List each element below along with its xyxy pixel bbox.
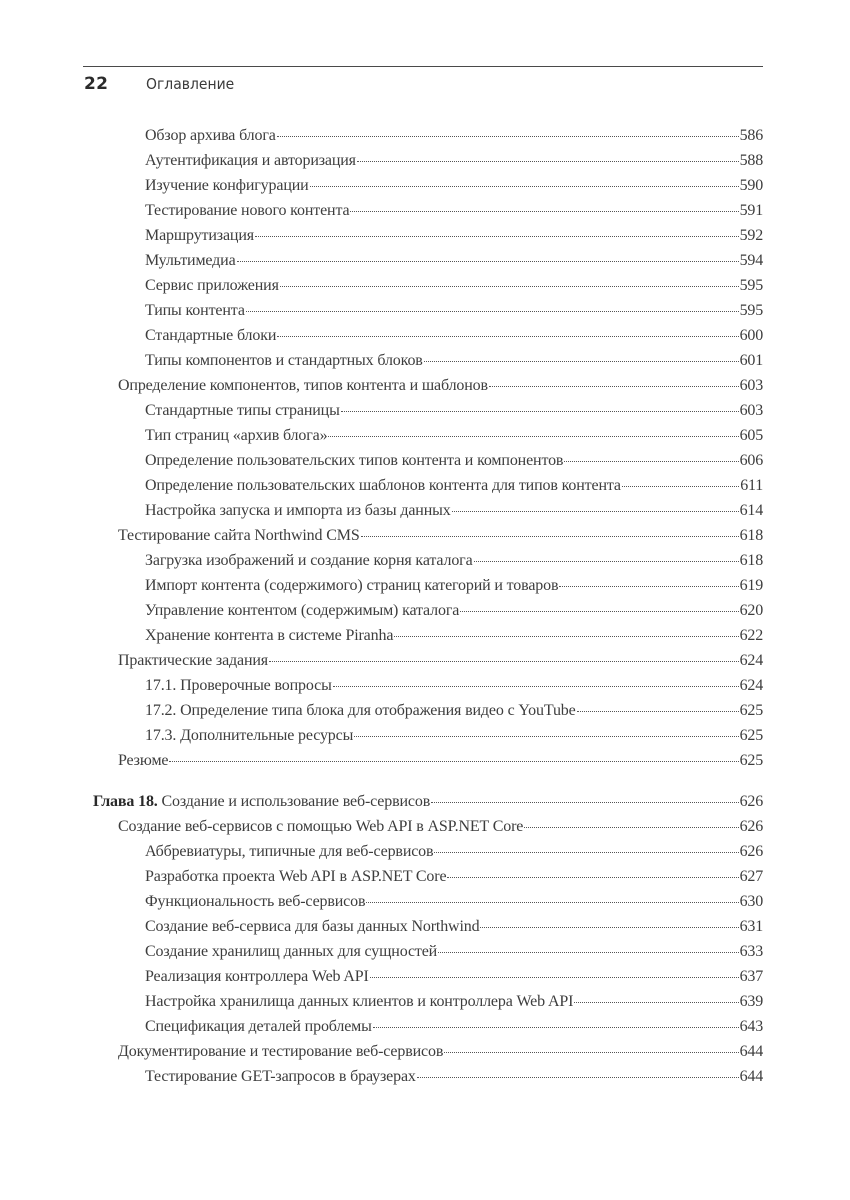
- toc-entry[interactable]: [118, 1040, 763, 1064]
- toc-entry-page: 592: [739, 227, 763, 244]
- toc-entry-page: 631: [739, 918, 763, 935]
- toc-entry-title: [145, 677, 332, 695]
- toc-entry-title: [145, 152, 356, 170]
- dot-leader: [169, 749, 738, 765]
- dot-leader: [574, 990, 738, 1006]
- toc-entry-title: [145, 918, 479, 936]
- toc-entry-text: Практические задания: [118, 652, 269, 669]
- toc-entry-title: [118, 527, 360, 545]
- toc-entry[interactable]: [145, 299, 763, 323]
- toc-entry[interactable]: [145, 940, 763, 964]
- toc-entry-text: Документирование и тестирование веб-сервисов: [118, 1043, 444, 1060]
- toc-entry-title: [145, 727, 353, 745]
- dot-leader: [328, 424, 738, 440]
- toc-entry-page: 595: [739, 302, 763, 319]
- toc-entry[interactable]: [118, 649, 763, 673]
- toc-entry-title: [145, 427, 327, 445]
- toc-entry-text: 17.3. Дополнительные ресурсы: [145, 727, 354, 744]
- toc-entry-page: 618: [739, 527, 763, 544]
- toc-entry-text: 17.2. Определение типа блока для отображения видео с YouTube: [145, 702, 576, 719]
- toc-entry-text: Тестирование нового контента: [145, 202, 350, 219]
- toc-entry-title: [145, 843, 433, 861]
- toc-entry[interactable]: [145, 890, 763, 914]
- toc-entry[interactable]: [145, 124, 763, 148]
- toc-entry-text: Аббревиатуры, типичные для веб-сервисов: [145, 843, 434, 860]
- toc-entry[interactable]: [145, 1015, 763, 1039]
- toc-entry-page: 625: [739, 727, 763, 744]
- toc-entry-text: Маршрутизация: [145, 227, 254, 244]
- toc-entry-page: 622: [739, 627, 763, 644]
- toc-entry-text: Создание веб-сервисов с помощью Web API в ASP.NET Core: [118, 818, 524, 835]
- toc-entry[interactable]: [145, 1065, 763, 1089]
- dot-leader: [354, 724, 738, 740]
- toc-entry-title: [118, 752, 168, 770]
- toc-entry-page: 625: [739, 752, 763, 769]
- toc-entry[interactable]: [145, 224, 763, 248]
- toc-entry-title: [145, 993, 573, 1011]
- toc-entry-title: [145, 577, 558, 595]
- toc-entry-text: Управление контентом (содержимым) каталога: [145, 602, 460, 619]
- toc-entry-page: 603: [739, 377, 763, 394]
- toc-entry-text: Определение компонентов, типов контента и шаблонов: [118, 377, 488, 394]
- toc-entry-text: Сервис приложения: [145, 277, 279, 294]
- toc-entry-page: 601: [739, 352, 763, 369]
- dot-leader: [246, 299, 739, 315]
- toc-entry-text: Определение пользовательских шаблонов контента для типов контента: [145, 477, 621, 494]
- dot-leader: [489, 374, 739, 390]
- toc-entry[interactable]: [145, 249, 763, 273]
- toc-entry-title: [145, 352, 423, 370]
- toc-entry-text: 17.1. Проверочные вопросы: [145, 677, 332, 694]
- toc-entry[interactable]: [145, 349, 763, 373]
- dot-leader: [424, 349, 739, 365]
- dot-leader: [417, 1065, 739, 1081]
- dot-leader: [350, 199, 738, 215]
- toc-entry-text: Реализация контроллера Web API: [145, 968, 369, 985]
- toc-entry-title: [145, 893, 365, 911]
- dot-leader: [434, 840, 738, 856]
- toc-entry-title: [145, 502, 451, 520]
- dot-leader: [447, 865, 738, 881]
- dot-leader: [280, 274, 739, 290]
- toc-entry-text: Настройка хранилища данных клиентов и контроллера Web API: [145, 993, 574, 1010]
- toc-entry[interactable]: [145, 324, 763, 348]
- toc-entry-page: 644: [739, 1043, 763, 1060]
- dot-leader: [277, 124, 739, 140]
- toc-entry-text: Определение пользовательских типов контента и компонентов: [145, 452, 564, 469]
- toc-entry-page: 637: [739, 968, 763, 985]
- toc-entry[interactable]: [145, 915, 763, 939]
- toc-entry[interactable]: [145, 149, 763, 173]
- toc-entry-text: Функциональность веб-сервисов: [145, 893, 366, 910]
- toc-entry-page: 594: [739, 252, 763, 269]
- toc-entry-title: [145, 127, 276, 145]
- toc-entry-title: [145, 1068, 416, 1086]
- toc-entry-text: Создание хранилищ данных для сущностей: [145, 943, 438, 960]
- toc-entry-page: 644: [739, 1068, 763, 1085]
- dot-leader: [277, 324, 738, 340]
- toc-entry-page: 624: [739, 652, 763, 669]
- toc-entry-title: [93, 793, 430, 811]
- dot-leader: [310, 174, 739, 190]
- toc-entry[interactable]: [145, 449, 763, 473]
- toc-entry-title: [145, 868, 446, 886]
- toc-entry-text: Тип страниц «архив блога»: [145, 427, 328, 444]
- dot-leader: [370, 965, 739, 981]
- toc-entry-title: [145, 327, 276, 345]
- toc-entry-title: [145, 1018, 372, 1036]
- dot-leader: [480, 915, 738, 931]
- toc-chapter-entry[interactable]: [93, 790, 763, 814]
- toc-entry-page: 630: [739, 893, 763, 910]
- toc-entry-title: [145, 202, 349, 220]
- toc-entry-title: [118, 1043, 443, 1061]
- toc-entry-text: Импорт контента (содержимого) страниц категорий и товаров: [145, 577, 559, 594]
- toc-entry-text: Хранение контента в системе Piranha: [145, 627, 394, 644]
- toc-entry[interactable]: [145, 990, 763, 1014]
- toc-entry-text: Разработка проекта Web API в ASP.NET Core: [145, 868, 447, 885]
- dot-leader: [444, 1040, 738, 1056]
- toc-entry[interactable]: [145, 199, 763, 223]
- toc-entry[interactable]: [145, 474, 763, 498]
- dot-leader: [474, 549, 739, 565]
- toc-entry-text: Спецификация деталей проблемы: [145, 1018, 372, 1035]
- toc-entry[interactable]: [118, 749, 763, 773]
- toc-entry-page: 626: [739, 818, 763, 835]
- toc-entry-page: 614: [739, 502, 763, 519]
- toc-entry-title: [118, 377, 488, 395]
- toc-entry-page: 611: [740, 477, 763, 494]
- toc-entry-title: [145, 602, 459, 620]
- toc-entry-page: 624: [739, 677, 763, 694]
- toc-entry-page: 590: [739, 177, 763, 194]
- dot-leader: [357, 149, 739, 165]
- toc-entry[interactable]: [145, 699, 763, 723]
- toc-entry-page: 643: [739, 1018, 763, 1035]
- dot-leader: [564, 449, 738, 465]
- toc-entry-text: Стандартные типы страницы: [145, 402, 340, 419]
- dot-leader: [373, 1015, 739, 1031]
- toc-entry-text: Типы компонентов и стандартных блоков: [145, 352, 423, 369]
- chapter-label: Глава 18.: [93, 793, 158, 810]
- running-header: [84, 72, 244, 96]
- toc-entry[interactable]: [118, 374, 763, 398]
- toc-entry[interactable]: [145, 840, 763, 864]
- toc-entry-text: Тестирование сайта Northwind CMS: [118, 527, 360, 544]
- toc-entry-title: [145, 302, 245, 320]
- toc-entry-text: Резюме: [118, 752, 169, 769]
- toc-entry[interactable]: [145, 274, 763, 298]
- toc-entry-title: [145, 252, 236, 270]
- toc-entry[interactable]: [145, 174, 763, 198]
- toc-entry[interactable]: [118, 815, 763, 839]
- toc-entry-page: 605: [739, 427, 763, 444]
- toc-entry-title: [145, 702, 576, 720]
- dot-leader: [333, 674, 739, 690]
- toc-entry-text: Мультимедиа: [145, 252, 236, 269]
- toc-entry-page: 633: [739, 943, 763, 960]
- toc-entry-text: Изучение конфигурации: [145, 177, 309, 194]
- header-rule: [83, 66, 763, 67]
- toc-entry-text: Аутентификация и авторизация: [145, 152, 356, 169]
- dot-leader: [366, 890, 738, 906]
- toc-entry-page: 588: [739, 152, 763, 169]
- dot-leader: [341, 399, 739, 415]
- toc-entry-text: Создание и использование веб-сервисов: [161, 793, 431, 810]
- toc-entry[interactable]: [145, 549, 763, 573]
- dot-leader: [431, 790, 738, 806]
- toc-entry[interactable]: [145, 724, 763, 748]
- toc-entry-page: 625: [739, 702, 763, 719]
- toc-entry-page: 627: [739, 868, 763, 885]
- toc-entry-title: [145, 627, 393, 645]
- toc-entry-page: 606: [739, 452, 763, 469]
- toc-entry[interactable]: [145, 499, 763, 523]
- dot-leader: [524, 815, 738, 831]
- toc-entry[interactable]: [145, 674, 763, 698]
- dot-leader: [577, 699, 739, 715]
- toc-entry-title: [118, 652, 268, 670]
- dot-leader: [622, 474, 739, 490]
- toc-entry-text: Типы контента: [145, 302, 245, 319]
- toc-entry-title: [145, 968, 369, 986]
- toc-entry[interactable]: [145, 624, 763, 648]
- toc-entry-page: 600: [739, 327, 763, 344]
- toc-entry[interactable]: [145, 424, 763, 448]
- toc-entry[interactable]: [145, 865, 763, 889]
- toc-entry-title: [145, 452, 563, 470]
- toc-entry-text: Обзор архива блога: [145, 127, 276, 144]
- dot-leader: [460, 599, 738, 615]
- toc-entry-text: Загрузка изображений и создание корня каталога: [145, 552, 473, 569]
- toc-entry-page: 626: [739, 843, 763, 860]
- toc-entry[interactable]: [145, 965, 763, 989]
- dot-leader: [452, 499, 739, 515]
- toc-entry-page: 639: [739, 993, 763, 1010]
- toc-entry[interactable]: [145, 574, 763, 598]
- toc-entry-page: 603: [739, 402, 763, 419]
- toc-entry[interactable]: [145, 399, 763, 423]
- toc-entry-title: [145, 277, 279, 295]
- dot-leader: [559, 574, 738, 590]
- toc-entry-page: 586: [739, 127, 763, 144]
- toc-entry-title: [118, 818, 523, 836]
- toc-entry-text: Настройка запуска и импорта из базы данных: [145, 502, 451, 519]
- toc-entry-text: Тестирование GET-запросов в браузерах: [145, 1068, 416, 1085]
- toc-entry-page: 620: [739, 602, 763, 619]
- toc-entry[interactable]: [118, 524, 763, 548]
- toc-entry-page: 619: [739, 577, 763, 594]
- page-number: 22: [84, 74, 109, 94]
- toc-entry-page: 595: [739, 277, 763, 294]
- toc-entry-title: [145, 177, 309, 195]
- toc-entry-title: [145, 477, 621, 495]
- dot-leader: [237, 249, 739, 265]
- toc-entry-text: Создание веб-сервиса для базы данных Northwind: [145, 918, 480, 935]
- toc-entry-page: 626: [739, 793, 763, 810]
- toc-entry-title: [145, 552, 473, 570]
- toc-entry-title: [145, 227, 254, 245]
- toc-entry-title: [145, 943, 437, 961]
- dot-leader: [394, 624, 738, 640]
- toc-entry-page: 591: [739, 202, 763, 219]
- running-title: Оглавление: [146, 75, 235, 93]
- dot-leader: [438, 940, 738, 956]
- toc-entry-page: 618: [739, 552, 763, 569]
- dot-leader: [361, 524, 739, 540]
- toc-entry-title: [145, 402, 340, 420]
- dot-leader: [255, 224, 739, 240]
- toc-entry[interactable]: [145, 599, 763, 623]
- toc-entry-text: Стандартные блоки: [145, 327, 277, 344]
- dot-leader: [269, 649, 739, 665]
